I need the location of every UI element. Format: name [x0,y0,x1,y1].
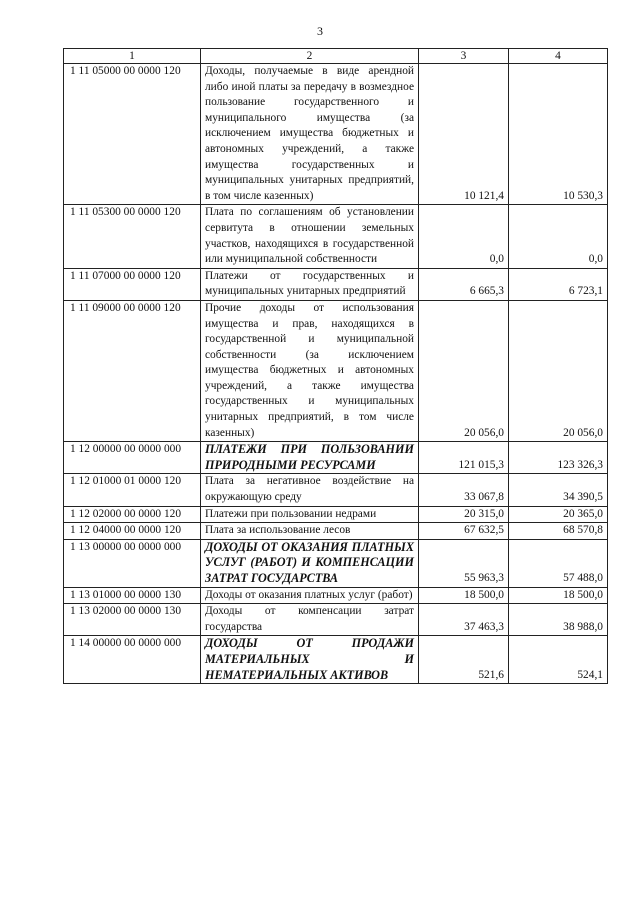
revenue-table [63,48,608,684]
table-row [64,64,608,205]
table-row [64,506,608,523]
value-year1-cell: 55 963,3 [419,539,509,587]
table-row [64,474,608,506]
value-year2-cell: 123 326,3 [509,442,608,474]
revenue-name-cell: ПЛАТЕЖИ ПРИ ПОЛЬЗОВАНИИ ПРИРОДНЫМИ РЕСУРСАМИ [201,442,419,474]
table-row [64,442,608,474]
table-row [64,539,608,587]
value-year1-cell: 33 067,8 [419,474,509,506]
budget-code-cell: 1 13 01000 00 0000 130 [64,587,201,604]
value-year1-cell: 18 500,0 [419,587,509,604]
page-number: 3 [317,24,323,38]
value-year1-cell: 67 632,5 [419,523,509,540]
budget-code-cell: 1 12 00000 00 0000 000 [64,442,201,474]
revenue-name-cell: ДОХОДЫ ОТ ОКАЗАНИЯ ПЛАТНЫХ УСЛУГ (РАБОТ) И КОМПЕНСАЦИИ ЗАТРАТ ГОСУДАРСТВА [201,539,419,587]
revenue-name-cell: Платежи от государственных и муниципальных унитарных предприятий [201,268,419,300]
value-year1-cell: 20 056,0 [419,300,509,441]
value-year2-cell: 20 056,0 [509,300,608,441]
table-row [64,205,608,268]
value-year2-cell: 10 530,3 [509,64,608,205]
budget-code-cell: 1 13 02000 00 0000 130 [64,604,201,636]
column-header: 2 [201,49,419,64]
column-header: 4 [509,49,608,64]
value-year2-cell: 18 500,0 [509,587,608,604]
budget-code-cell: 1 11 05000 00 0000 120 [64,64,201,205]
budget-code-cell: 1 11 09000 00 0000 120 [64,300,201,441]
value-year2-cell: 57 488,0 [509,539,608,587]
budget-code-cell: 1 14 00000 00 0000 000 [64,636,201,684]
value-year2-cell: 0,0 [509,205,608,268]
value-year1-cell: 20 315,0 [419,506,509,523]
value-year1-cell: 37 463,3 [419,604,509,636]
revenue-name-cell: ДОХОДЫ ОТ ПРОДАЖИ МАТЕРИАЛЬНЫХ И НЕМАТЕРИАЛЬНЫХ АКТИВОВ [201,636,419,684]
budget-code-cell: 1 12 01000 01 0000 120 [64,474,201,506]
budget-code-cell: 1 12 02000 00 0000 120 [64,506,201,523]
value-year2-cell: 68 570,8 [509,523,608,540]
value-year2-cell: 524,1 [509,636,608,684]
column-header: 1 [64,49,201,64]
value-year1-cell: 121 015,3 [419,442,509,474]
budget-code-cell: 1 12 04000 00 0000 120 [64,523,201,540]
revenue-name-cell: Платежи при пользовании недрами [201,506,419,523]
budget-code-cell: 1 11 05300 00 0000 120 [64,205,201,268]
revenue-name-cell: Доходы, получаемые в виде арендной либо иной платы за передачу в возмездное пользование государственного и муниципального имущества (за исключением имущества бюджетных и автономных учреждений, а также имущества государственных и муниципальных унитарных предприятий, в том числе казенных) [201,64,419,205]
table-row [64,268,608,300]
table-row [64,587,608,604]
value-year2-cell: 38 988,0 [509,604,608,636]
revenue-name-cell: Плата за негативное воздействие на окружающую среду [201,474,419,506]
value-year2-cell: 6 723,1 [509,268,608,300]
value-year1-cell: 0,0 [419,205,509,268]
budget-code-cell: 1 13 00000 00 0000 000 [64,539,201,587]
revenue-name-cell: Прочие доходы от использования имущества и прав, находящихся в государственной и муниципальной собственности (за исключением имущества бюджетных и автономных учреждений, а также имущества государственных и муниципальных унитарных предприятий, в том числе казенных) [201,300,419,441]
budget-code-cell: 1 11 07000 00 0000 120 [64,268,201,300]
value-year2-cell: 20 365,0 [509,506,608,523]
value-year2-cell: 34 390,5 [509,474,608,506]
column-header: 3 [419,49,509,64]
table-row [64,523,608,540]
value-year1-cell: 6 665,3 [419,268,509,300]
revenue-name-cell: Плата по соглашениям об установлении сервитута в отношении земельных участков, находящихся в государственной или муниципальной собственности [201,205,419,268]
revenue-name-cell: Доходы от оказания платных услуг (работ) [201,587,419,604]
table-row [64,300,608,441]
value-year1-cell: 10 121,4 [419,64,509,205]
table-row [64,636,608,684]
revenue-name-cell: Плата за использование лесов [201,523,419,540]
table-header-row [64,49,608,64]
value-year1-cell: 521,6 [419,636,509,684]
table-row [64,604,608,636]
revenue-name-cell: Доходы от компенсации затрат государства [201,604,419,636]
